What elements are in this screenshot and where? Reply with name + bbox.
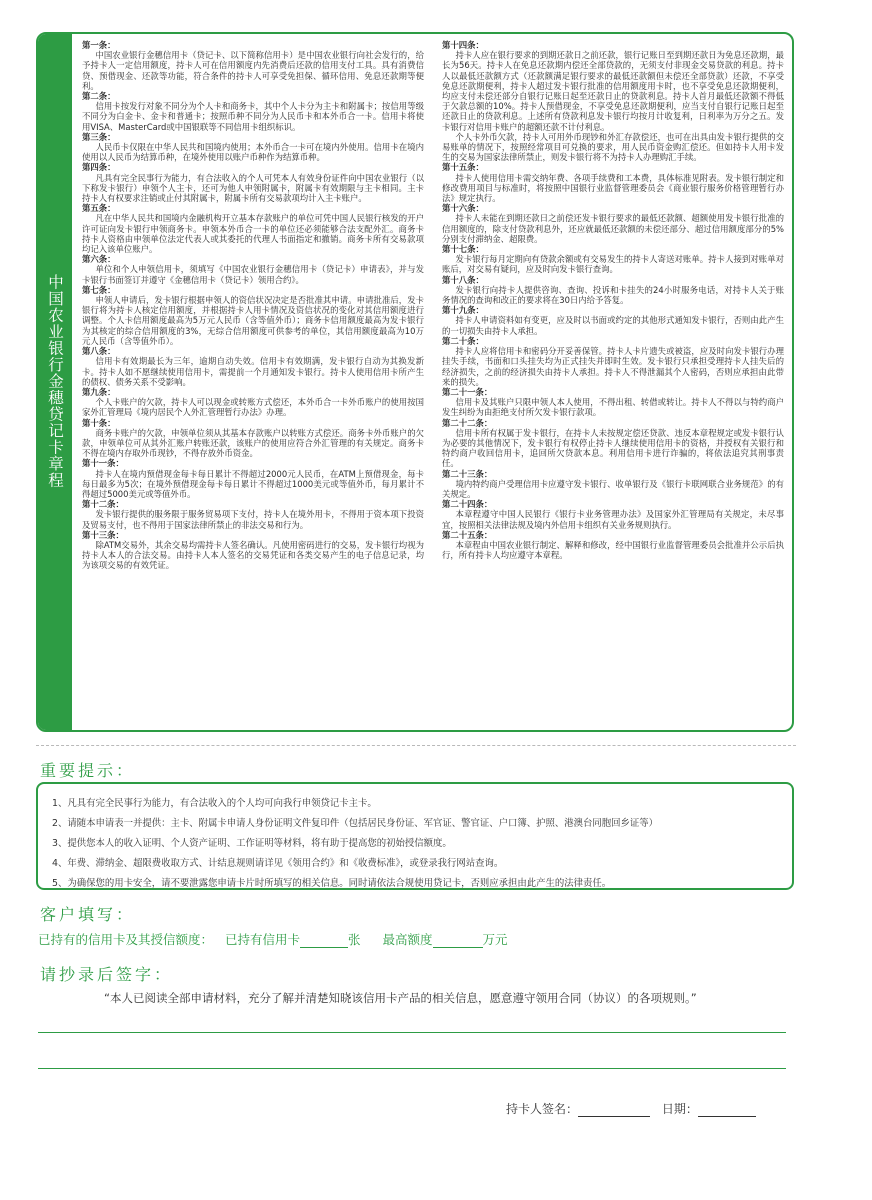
article — [442, 336, 784, 387]
cards-held-field[interactable] — [300, 935, 348, 948]
article-text: 个人卡账户的欠款，持卡人可以现金或转账方式偿还，本外币合一卡外币账户的使用按国家外汇管理局《境内居民个人外汇管理暂行办法》办理。 — [82, 397, 424, 418]
article-text: 发卡银行每月定期向有贷款余额或有交易发生的持卡人寄送对账单。持卡人接到对账单对账后，对交易有疑问，应及时向发卡银行查询。 — [442, 254, 784, 275]
article-text: 发卡银行提供的服务限于服务贸易项下支付，持卡人在境外用卡，不得用于资本项下投资及贸易支付，也不得用于国家法律所禁止的非法交易和行为。 — [82, 509, 424, 530]
customer-section-title: 客户填写： — [40, 905, 136, 924]
article-title: 第四条： — [82, 162, 116, 173]
article-text: 申领人申请后，发卡银行根据申领人的资信状况决定是否批准其申请。申请批准后，发卡银行将为持卡人核定信用额度，并根据持卡人用卡情况及资信状况的变化对其信用额度进行调整。个人卡信用额度最高为5万元人民币（含等值外币）；商务卡信用额度最高为发卡银行为其核定的综合信用额度的3%，无综合信用额度可供参考的单位，其信用额度最高为10万元人民币（含等值外币）。 — [82, 295, 424, 346]
article — [82, 499, 424, 530]
article-title: 第三条： — [82, 131, 116, 142]
article-text: 凡具有完全民事行为能力，有合法收入的个人可凭本人有效身份证件向中国农业银行（以下称发卡银行）申领个人主卡，还可为他人申领附属卡，附属卡有效期限与主卡相同。主卡持卡人有权要求注销或止付其附属卡，附属卡所有交易款项均计入主卡账户。 — [82, 172, 424, 204]
article — [442, 203, 784, 244]
side-title-tab — [38, 34, 72, 730]
article-title: 第十三条： — [82, 529, 124, 540]
article — [442, 40, 784, 132]
article — [442, 275, 784, 306]
cards-held-unit: 张 — [348, 932, 361, 947]
article-text: 凡在中华人民共和国境内金融机构开立基本存款账户的单位可凭中国人民银行核发的开户许可证向发卡银行申领商务卡。申领本外币合一卡的单位还必须能够合法支配外汇。商务卡持卡人资格由申领单位法定代表人或其委托的代理人书面指定和撤销。商务卡所有交易款项均记入该单位账户。 — [82, 213, 424, 255]
side-title: 中国农业银行金穗贷记卡章程 — [46, 274, 64, 489]
rules-left-column — [82, 40, 424, 724]
article-text: 信用卡按发行对象不同分为个人卡和商务卡，其中个人卡分为主卡和附属卡；按信用等级不同分为白金卡、金卡和普通卡；按照币种不同分为人民币卡和本外币合一卡。信用卡将使用VISA、MasterCard或中国银联等不同信用卡组织标识。 — [82, 101, 424, 132]
article — [82, 254, 424, 285]
article — [442, 305, 784, 336]
article-text: 持卡人申请资料如有变更，应及时以书面或约定的其他形式通知发卡银行，否则由此产生的一切损失由持卡人承担。 — [442, 315, 784, 336]
date-field[interactable] — [698, 1104, 756, 1117]
signature-row — [506, 1100, 756, 1117]
article-title: 第五条： — [82, 203, 116, 214]
article-title: 第二十三条： — [442, 468, 493, 479]
article-text: 除ATM交易外，其余交易均需持卡人签名确认。凡使用密码进行的交易，发卡银行均视为持卡人本人的合法交易。由持卡人本人签名的交易凭证和各类交易产生的电子信息记录，均为该项交易的有效凭证。 — [82, 539, 424, 571]
article-title: 第十九条： — [442, 305, 484, 316]
article-text: 持卡人应在银行要求的到期还款日之前还款，银行记账日至到期还款日为免息还款期，最长为56天。持卡人在免息还款期内偿还全部贷款的，无须支付非现金交易贷款的利息。持卡人以最低还款额方式（还款额满足银行要求的最低还款额但未偿还全部贷款）还款，不享受免息还款期便利，持卡人超过发卡银行批准的信用额度用卡时，也不享受免息还款期便利，均应支付未偿还部分自银行记账日起至还款日止的贷款利息。持卡人首月最低还款额不得低于欠款总额的10%。持卡人预借现金，不享受免息还款期便利，应当支付自银行记账日起至还款日止的贷款利息。上述所有贷款利息发卡银行均按月计收复利，日利率为万分之五。发卡银行对信用卡账户的超额还款不计付利息。 — [442, 50, 784, 132]
article — [82, 418, 424, 459]
article-title: 第十四条： — [442, 40, 484, 50]
article-title: 第七条： — [82, 284, 116, 295]
notice-item: 4、年费、滞纳金、超限费收取方式、计结息规则请详见《领用合约》和《收费标准》，或登录我行网站查询。 — [52, 858, 504, 869]
article-title: 第八条： — [82, 346, 116, 357]
notice-title: 重要提示： — [40, 761, 136, 780]
article-title: 第十条： — [82, 417, 116, 428]
article-title: 第二条： — [82, 91, 116, 102]
cards-held-prefix: 已持有信用卡 — [225, 932, 301, 947]
article-text: 单位和个人申领信用卡，须填写《中国农业银行金穗信用卡（贷记卡）申请表》，并与发卡银行书面签订并遵守《金穗信用卡（贷记卡）领用合约》。 — [82, 264, 424, 285]
signer-label: 持卡人签名： — [506, 1102, 579, 1116]
article — [442, 162, 784, 203]
article-title: 第九条： — [82, 386, 116, 397]
notice-item: 3、提供您本人的收入证明、个人资产证明、工作证明等材料，将有助于提高您的初始授信额度。 — [52, 838, 452, 849]
notice-item: 5、为确保您的用卡安全，请不要泄露您申请卡片时所填写的相关信息。同时请依法合规使用贷记卡，否则应承担由此产生的法律责任。 — [52, 878, 612, 889]
article-title: 第十五条： — [442, 162, 484, 173]
article — [82, 458, 424, 499]
copy-line-1[interactable] — [38, 1032, 786, 1033]
article — [82, 285, 424, 346]
existing-cards-row — [38, 930, 508, 948]
article-title: 第十二条： — [82, 499, 124, 510]
existing-cards-label: 已持有的信用卡及其授信额度： — [38, 932, 214, 947]
article-title: 第二十一条： — [442, 386, 493, 397]
article — [82, 132, 424, 163]
article-text: 本章程遵守中国人民银行《银行卡业务管理办法》及国家外汇管理局有关规定，未尽事宜，按照相关法律法规及境内外信用卡组织有关业务规则执行。 — [442, 509, 784, 530]
article — [442, 530, 784, 561]
article-text: 人民币卡仅限在中华人民共和国境内使用；本外币合一卡可在境内外使用。信用卡在境内使用以人民币为结算币种，在境外使用以账户币种作为结算币种。 — [82, 142, 424, 163]
article-title: 第二十二条： — [442, 417, 493, 428]
article-text: 持卡人使用信用卡需交纳年费、各项手续费和工本费，具体标准见附表。发卡银行制定和修改费用项目与标准时，将按照中国银行业监督管理委员会《商业银行服务价格管理暂行办法》规定执行。 — [442, 172, 784, 204]
article-text: 持卡人应将信用卡和密码分开妥善保管。持卡人卡片遗失或被盗，应及时向发卡银行办理挂失手续，书面和口头挂失均为正式挂失并即时生效。发卡银行只承担受理持卡人挂失后的经济损失，之前的经济损失由持卡人承担。持卡人不得泄漏其个人密码，否则应承担由此带来的损失。 — [442, 346, 784, 387]
article-title: 第十一条： — [82, 458, 124, 469]
copy-line-2[interactable] — [38, 1068, 786, 1069]
article-text: 持卡人在境内预借现金每卡每日累计不得超过2000元人民币，在ATM上预借现金，每卡每日最多为5次；在境外预借现金每卡每日累计不得超过1000美元或等值外币，每月累计不得超过5000美元或等值外币。 — [82, 468, 424, 499]
article — [82, 40, 424, 91]
article-title: 第二十条： — [442, 335, 484, 346]
max-limit-label: 最高额度 — [382, 932, 433, 947]
article-title: 第十六条： — [442, 203, 484, 214]
rules-right-column — [442, 40, 784, 724]
article-text: 信用卡及其账户只限申领人本人使用，不得出租、转借或转让。持卡人不得以与特约商户发生纠纷为由拒绝支付所欠发卡银行款项。 — [442, 397, 784, 418]
article-title: 第六条： — [82, 254, 116, 265]
rules-box — [36, 32, 794, 732]
article-title: 第十七条： — [442, 244, 484, 255]
notice-box — [36, 782, 794, 890]
article-text: 境内特约商户受理信用卡应遵守发卡银行、收单银行及《银行卡联网联合业务规范》的有关规定。 — [442, 478, 784, 499]
article-title: 第二十四条： — [442, 499, 493, 510]
article-text: 本章程由中国农业银行制定、解释和修改，经中国银行业监督管理委员会批准并公示后执行，所有持卡人均应遵守本章程。 — [442, 539, 784, 561]
article — [82, 346, 424, 387]
article — [442, 469, 784, 500]
article — [82, 162, 424, 203]
article — [82, 203, 424, 254]
article — [442, 132, 784, 163]
article — [82, 530, 424, 571]
article-text: 信用卡有效期最长为三年，逾期自动失效。信用卡有效期满，发卡银行自动为其换发新卡。持卡人如不愿继续使用信用卡，需提前一个月通知发卡银行。持卡人使用信用卡所产生的债权、债务关系不受影响。 — [82, 356, 424, 387]
article-text: 信用卡所有权属于发卡银行，在持卡人未按规定偿还贷款、违反本章程规定或发卡银行认为必要的其他情况下，发卡银行有权停止持卡人继续使用信用卡的资格，并授权有关银行和特约商户收回信用卡，追回所欠贷款本息。利用信用卡进行诈骗的，将依法追究其刑事责任。 — [442, 427, 784, 469]
article — [442, 387, 784, 418]
article-text: 中国农业银行金穗信用卡（贷记卡、以下简称信用卡）是中国农业银行向社会发行的，给予持卡人一定信用额度，持卡人可在信用额度内先消费后还款的信用支付工具。具有消费信贷、预借现金、还款等功能，符合条件的持卡人可享受免担保、循环信用、免息还款期等便利。 — [82, 50, 424, 91]
article-title: 第十八条： — [442, 274, 484, 285]
notice-item: 1、凡具有完全民事行为能力，有合法收入的个人均可向我行申领贷记卡主卡。 — [52, 798, 377, 809]
article-title: 第二十五条： — [442, 529, 493, 540]
signature-field[interactable] — [578, 1104, 650, 1117]
article-text: 持卡人未能在到期还款日之前偿还发卡银行要求的最低还款额、超额使用发卡银行批准的信用额度的，除支付贷款利息外，还应就最低还款额的未偿还部分、超过信用额度部分的5%分别支付滞纳金、超限费。 — [442, 213, 784, 244]
article — [442, 499, 784, 530]
max-limit-unit: 万元 — [482, 932, 508, 947]
article-text: 发卡银行向持卡人提供咨询、查询、投诉和卡挂失的24小时服务电话，对持卡人关于账务情况的查询和改正的要求将在30日内给予答复。 — [442, 284, 784, 306]
max-limit-field[interactable] — [433, 935, 483, 948]
notice-item: 2、请随本申请表一并提供：主卡、附属卡申请人身份证明文件复印件（包括居民身份证、军官证、警官证、户口簿、护照、港澳台同胞回乡证等） — [52, 818, 658, 829]
article — [82, 91, 424, 132]
article — [442, 244, 784, 275]
dashed-divider — [36, 745, 796, 746]
article — [442, 418, 784, 469]
copy-section-title: 请抄录后签字： — [40, 965, 174, 984]
declaration-text: “本人已阅读全部申请材料，充分了解并清楚知晓该信用卡产品的相关信息，愿意遵守领用合同（协议）的各项规则。” — [104, 991, 697, 1005]
article — [82, 387, 424, 418]
date-label: 日期： — [661, 1102, 698, 1116]
article-text: 个人卡外币欠款，持卡人可用外币现钞和外汇存款偿还，也可在出具由发卡银行提供的交易账单的情况下，按照经常项目可兑换的要求，用人民币资金购汇偿还。但如持卡人用卡发生的交易为国家法律所禁止，则发卡银行将不为持卡人办理购汇手续。 — [442, 131, 784, 163]
article-title: 第一条： — [82, 40, 116, 50]
article-text: 商务卡账户的欠款，申领单位须从其基本存款账户以转账方式偿还。商务卡外币账户的欠款，申领单位可从其外汇账户转账还款，该账户的使用应符合外汇管理的有关规定。商务卡不得在境内存取外币现钞，不得存放外币资金。 — [82, 427, 424, 459]
